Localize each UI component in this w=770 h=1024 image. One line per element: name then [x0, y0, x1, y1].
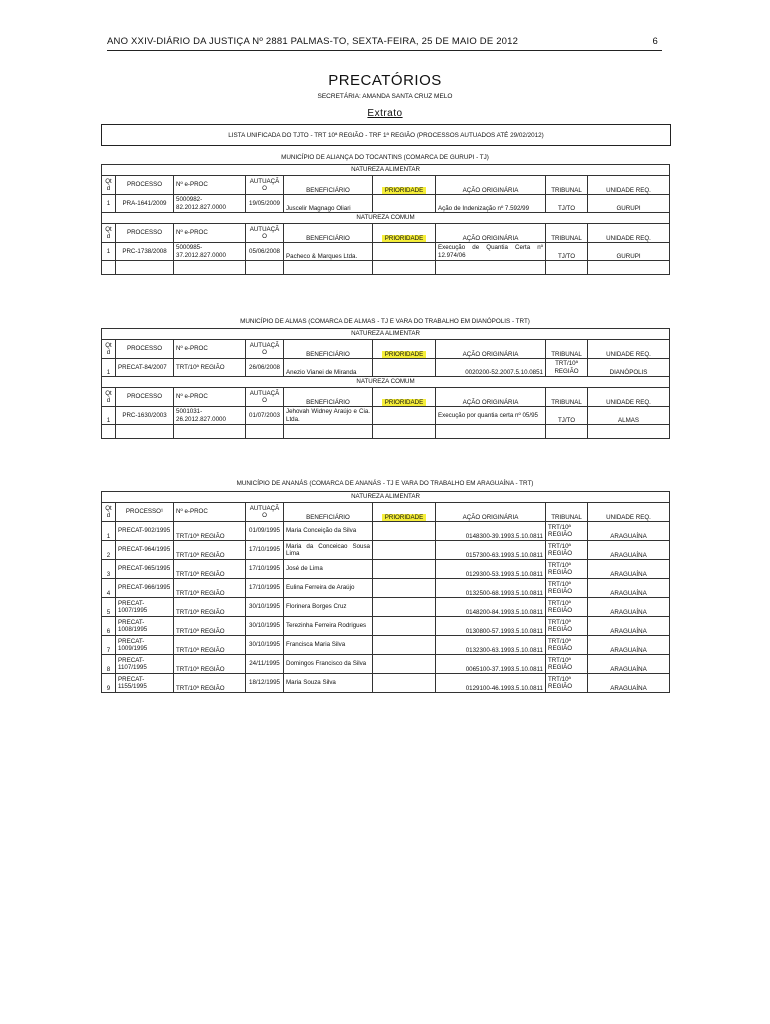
cell-prioridade: [373, 674, 436, 693]
cell-processo: PRECAT-1155/1995: [116, 674, 174, 693]
cell-eproc: 5000985-37.2012.827.0000: [174, 243, 246, 261]
col-eproc: Nº e-PROC: [174, 176, 246, 195]
cell-acao: 0148200-84.1993.5.10.0811: [436, 598, 546, 617]
col-processo: PROCESSO: [116, 176, 174, 195]
cell-unidade: ARAGUAÍNA: [588, 636, 670, 655]
cell-beneficiario: Florinera Borges Cruz: [284, 598, 373, 617]
cell-tribunal: TRT/10ª REGIÃO: [546, 674, 588, 693]
cell-acao: 0130800-57.1993.5.10.0811: [436, 617, 546, 636]
cell-processo: PRECAT-964/1995: [116, 541, 174, 560]
cell-eproc: 5001031-26.2012.827.0000: [174, 407, 246, 425]
cell-qtd: 1: [102, 195, 116, 213]
cell-processo: PRA-1641/2009: [116, 195, 174, 213]
cell-acao: 0129100-46.1993.5.10.0811: [436, 674, 546, 693]
unified-list-label: LISTA UNIFICADA DO TJTO - TRT 10ª REGIÃO - TRF 1ª REGIÃO (PROCESSOS AUTUADOS ATÉ 29/02/2012): [228, 131, 544, 139]
col-tribunal: TRIBUNAL: [546, 176, 588, 195]
cell-prioridade: [373, 617, 436, 636]
col-tribunal: TRIBUNAL: [546, 503, 588, 522]
table-header-row: [102, 503, 670, 522]
nature-comum: NATUREZA COMUM: [102, 377, 670, 388]
col-eproc: Nº e-PROC: [174, 340, 246, 359]
cell-autuacao: 24/11/1995: [246, 655, 284, 674]
cell-acao: 0132300-63.1993.5.10.0811: [436, 636, 546, 655]
cell-unidade: GURUPI: [588, 243, 670, 261]
col-tribunal: TRIBUNAL: [546, 388, 588, 407]
cell-unidade: ARAGUAÍNA: [588, 674, 670, 693]
cell-processo: PRECAT-902/1995: [116, 522, 174, 541]
col-unidade: UNIDADE REQ.: [588, 176, 670, 195]
cell-processo: PRC-1630/2003: [116, 407, 174, 425]
cell-acao: 0020200-52.2007.5.10.0851: [436, 359, 546, 377]
cell-qtd: 8: [102, 655, 116, 674]
cell-tribunal: TRT/10ª REGIÃO: [546, 655, 588, 674]
cell-beneficiario: Eulina Ferreira de Araújo: [284, 579, 373, 598]
cell-unidade: ARAGUAÍNA: [588, 655, 670, 674]
nature-alimentar: NATUREZA ALIMENTAR: [102, 165, 670, 176]
col-processo: PROCESSO¹: [116, 503, 174, 522]
cell-prioridade: [373, 522, 436, 541]
cell-unidade: DIANÓPOLIS: [588, 359, 670, 377]
cell-eproc: TRT/10ª REGIÃO: [174, 598, 246, 617]
extrato-heading: Extrato: [367, 108, 403, 119]
cell-autuacao: 01/07/2003: [246, 407, 284, 425]
cell-beneficiario: Jehovah Widney Araújo e Cia. Ltda.: [284, 407, 373, 425]
cell-prioridade: [373, 598, 436, 617]
cell-qtd: 9: [102, 674, 116, 693]
nature-alimentar: NATUREZA ALIMENTAR: [102, 492, 670, 503]
cell-processo: PRECAT-1008/1995: [116, 617, 174, 636]
col-acao: AÇÃO ORIGINÁRIA: [436, 388, 546, 407]
table-almas: [101, 328, 669, 439]
col-acao: AÇÃO ORIGINÁRIA: [436, 503, 546, 522]
cell-beneficiario: Maria Souza Silva: [284, 674, 373, 693]
page-number: 6: [652, 36, 658, 47]
cell-qtd: 5: [102, 598, 116, 617]
table-row: [102, 579, 670, 598]
col-qtd: Qt d: [102, 224, 116, 243]
col-unidade: UNIDADE REQ.: [588, 224, 670, 243]
cell-autuacao: 30/10/1995: [246, 636, 284, 655]
table-row: [102, 243, 670, 261]
table-row: [102, 655, 670, 674]
col-unidade: UNIDADE REQ.: [588, 340, 670, 359]
cell-autuacao: 17/10/1995: [246, 560, 284, 579]
table-row: [102, 598, 670, 617]
col-beneficiario: BENEFICIÁRIO: [284, 176, 373, 195]
table-row: [102, 407, 670, 425]
cell-unidade: ARAGUAÍNA: [588, 541, 670, 560]
cell-eproc: TRT/10ª REGIÃO: [174, 655, 246, 674]
municipality-title-almas: MUNICÍPIO DE ALMAS (COMARCA DE ALMAS - TJ E VARA DO TRABALHO EM DIANÓPOLIS - TRT): [240, 318, 530, 325]
table-row: [102, 674, 670, 693]
cell-eproc: TRT/10ª REGIÃO: [174, 560, 246, 579]
cell-eproc: TRT/10ª REGIÃO: [174, 522, 246, 541]
cell-unidade: ARAGUAÍNA: [588, 522, 670, 541]
cell-eproc: 5000982-82.2012.827.0000: [174, 195, 246, 213]
cell-processo: PRECAT-84/2007: [116, 359, 174, 377]
cell-prioridade: [373, 407, 436, 425]
cell-autuacao: 30/10/1995: [246, 598, 284, 617]
table-row: [102, 560, 670, 579]
cell-autuacao: 17/10/1995: [246, 541, 284, 560]
col-eproc: Nº e-PROC: [174, 224, 246, 243]
cell-autuacao: 19/05/2009: [246, 195, 284, 213]
header-text: ANO XXIV-DIÁRIO DA JUSTIÇA Nº 2881 PALMAS-TO, SEXTA-FEIRA, 25 DE MAIO DE 2012: [107, 36, 519, 47]
cell-qtd: 3: [102, 560, 116, 579]
col-autuacao: AUTUAÇÃ O: [246, 340, 284, 359]
cell-autuacao: 26/06/2008: [246, 359, 284, 377]
nature-alimentar: NATUREZA ALIMENTAR: [102, 329, 670, 340]
cell-beneficiario: Maria Conceição da Silva: [284, 522, 373, 541]
cell-processo: PRECAT-1107/1995: [116, 655, 174, 674]
col-processo: PROCESSO: [116, 388, 174, 407]
cell-tribunal: TRT/10ª REGIÃO: [546, 359, 588, 377]
municipality-title-gurupi: MUNICÍPIO DE ALIANÇA DO TOCANTINS (COMARCA DE GURUPI - TJ): [281, 154, 489, 161]
cell-qtd: 7: [102, 636, 116, 655]
table-header-row: [102, 176, 670, 195]
cell-tribunal: TJ/TO: [546, 407, 588, 425]
cell-acao: Execução de Quantia Certa nº 12.974/06: [436, 243, 546, 261]
cell-processo: PRECAT-1007/1995: [116, 598, 174, 617]
col-qtd: Qt d: [102, 388, 116, 407]
cell-tribunal: TRT/10ª REGIÃO: [546, 560, 588, 579]
col-processo: PROCESSO: [116, 340, 174, 359]
col-prioridade: PRIORIDADE: [382, 235, 427, 243]
cell-acao: 0065100-37.1993.5.10.0811: [436, 655, 546, 674]
cell-prioridade: [373, 243, 436, 261]
cell-unidade: ARAGUAÍNA: [588, 617, 670, 636]
cell-qtd: 1: [102, 243, 116, 261]
cell-beneficiario: Juscelir Magnago Oliari: [284, 195, 373, 213]
cell-processo: PRECAT-965/1995: [116, 560, 174, 579]
cell-qtd: 2: [102, 541, 116, 560]
col-prioridade: PRIORIDADE: [382, 514, 427, 522]
cell-tribunal: TRT/10ª REGIÃO: [546, 579, 588, 598]
cell-beneficiario: Francisca Maria Silva: [284, 636, 373, 655]
cell-unidade: GURUPI: [588, 195, 670, 213]
table-row: [102, 617, 670, 636]
nature-comum: NATUREZA COMUM: [102, 213, 670, 224]
cell-autuacao: 18/12/1995: [246, 674, 284, 693]
cell-qtd: 1: [102, 522, 116, 541]
cell-unidade: ARAGUAÍNA: [588, 598, 670, 617]
cell-acao: 0129300-53.1993.5.10.0811: [436, 560, 546, 579]
col-qtd: Qt d: [102, 176, 116, 195]
col-autuacao: AUTUAÇÃ O: [246, 503, 284, 522]
col-eproc: Nº e-PROC: [174, 388, 246, 407]
col-qtd: Qt d: [102, 340, 116, 359]
cell-beneficiario: Pacheco & Marques Ltda.: [284, 243, 373, 261]
cell-beneficiario: Terezinha Ferreira Rodrigues: [284, 617, 373, 636]
cell-eproc: TRT/10ª REGIÃO: [174, 674, 246, 693]
cell-qtd: 6: [102, 617, 116, 636]
blank-row: [102, 261, 670, 275]
cell-unidade: ARAGUAÍNA: [588, 560, 670, 579]
cell-unidade: ALMAS: [588, 407, 670, 425]
table-row: [102, 195, 670, 213]
cell-eproc: TRT/10ª REGIÃO: [174, 579, 246, 598]
table-header-row: [102, 388, 670, 407]
secretary-name: SECRETÁRIA: AMANDA SANTA CRUZ MELO: [317, 93, 453, 100]
cell-prioridade: [373, 636, 436, 655]
table-header-row: [102, 224, 670, 243]
page-title: PRECATÓRIOS: [328, 72, 442, 89]
cell-acao: Execução por quantia certa nº 05/95: [436, 407, 546, 425]
cell-processo: PRECAT-1009/1995: [116, 636, 174, 655]
cell-tribunal: TRT/10ª REGIÃO: [546, 636, 588, 655]
col-autuacao: AUTUAÇÃ O: [246, 388, 284, 407]
cell-autuacao: 05/06/2008: [246, 243, 284, 261]
cell-prioridade: [373, 655, 436, 674]
cell-qtd: 4: [102, 579, 116, 598]
col-beneficiario: BENEFICIÁRIO: [284, 224, 373, 243]
table-row: [102, 359, 670, 377]
page-header: [107, 36, 662, 51]
cell-prioridade: [373, 359, 436, 377]
table-ananas: [101, 491, 669, 693]
cell-eproc: TRT/10ª REGIÃO: [174, 617, 246, 636]
cell-beneficiario: Domingos Francisco da Silva: [284, 655, 373, 674]
cell-tribunal: TJ/TO: [546, 243, 588, 261]
cell-beneficiario: Maria da Conceicao Sousa Lima: [284, 541, 373, 560]
col-qtd: Qt d: [102, 503, 116, 522]
cell-unidade: ARAGUAÍNA: [588, 579, 670, 598]
cell-eproc: TRT/10ª REGIÃO: [174, 359, 246, 377]
cell-acao: 0157300-63.1993.5.10.0811: [436, 541, 546, 560]
cell-qtd: 1: [102, 359, 116, 377]
cell-prioridade: [373, 579, 436, 598]
col-tribunal: TRIBUNAL: [546, 224, 588, 243]
cell-qtd: 1: [102, 407, 116, 425]
cell-prioridade: [373, 541, 436, 560]
table-gurupi: [101, 164, 669, 275]
col-processo: PROCESSO: [116, 224, 174, 243]
cell-prioridade: [373, 560, 436, 579]
cell-tribunal: TRT/10ª REGIÃO: [546, 522, 588, 541]
col-prioridade: PRIORIDADE: [382, 399, 427, 407]
cell-autuacao: 01/09/1995: [246, 522, 284, 541]
cell-eproc: TRT/10ª REGIÃO: [174, 541, 246, 560]
cell-tribunal: TJ/TO: [546, 195, 588, 213]
table-row: [102, 541, 670, 560]
col-autuacao: AUTUAÇÃ O: [246, 224, 284, 243]
cell-autuacao: 17/10/1995: [246, 579, 284, 598]
col-beneficiario: BENEFICIÁRIO: [284, 340, 373, 359]
col-autuacao: AUTUAÇÃ O: [246, 176, 284, 195]
col-beneficiario: BENEFICIÁRIO: [284, 388, 373, 407]
cell-processo: PRC-1738/2008: [116, 243, 174, 261]
cell-beneficiario: José de Lima: [284, 560, 373, 579]
cell-processo: PRECAT-966/1995: [116, 579, 174, 598]
cell-tribunal: TRT/10ª REGIÃO: [546, 617, 588, 636]
col-acao: AÇÃO ORIGINÁRIA: [436, 176, 546, 195]
col-unidade: UNIDADE REQ.: [588, 388, 670, 407]
cell-beneficiario: Anezio Vianei de Miranda: [284, 359, 373, 377]
cell-autuacao: 30/10/1995: [246, 617, 284, 636]
table-row: [102, 522, 670, 541]
table-row: [102, 636, 670, 655]
cell-acao: 0148300-39.1993.5.10.0811: [436, 522, 546, 541]
col-prioridade: PRIORIDADE: [382, 187, 427, 195]
cell-acao: Ação de Indenização nº 7.592/99: [436, 195, 546, 213]
cell-eproc: TRT/10ª REGIÃO: [174, 636, 246, 655]
cell-prioridade: [373, 195, 436, 213]
table-header-row: [102, 340, 670, 359]
cell-tribunal: TRT/10ª REGIÃO: [546, 598, 588, 617]
unified-list-box: [101, 124, 671, 146]
col-unidade: UNIDADE REQ.: [588, 503, 670, 522]
col-eproc: Nº e-PROC: [174, 503, 246, 522]
cell-tribunal: TRT/10ª REGIÃO: [546, 541, 588, 560]
municipality-title-ananas: MUNICÍPIO DE ANANÁS (COMARCA DE ANANÁS - TJ E VARA DO TRABALHO EM ARAGUAÍNA - TRT): [236, 480, 534, 487]
col-prioridade: PRIORIDADE: [382, 351, 427, 359]
cell-acao: 0132500-68.1993.5.10.0811: [436, 579, 546, 598]
col-acao: AÇÃO ORIGINÁRIA: [436, 340, 546, 359]
blank-row: [102, 425, 670, 439]
col-acao: AÇÃO ORIGINÁRIA: [436, 224, 546, 243]
col-tribunal: TRIBUNAL: [546, 340, 588, 359]
col-beneficiario: BENEFICIÁRIO: [284, 503, 373, 522]
